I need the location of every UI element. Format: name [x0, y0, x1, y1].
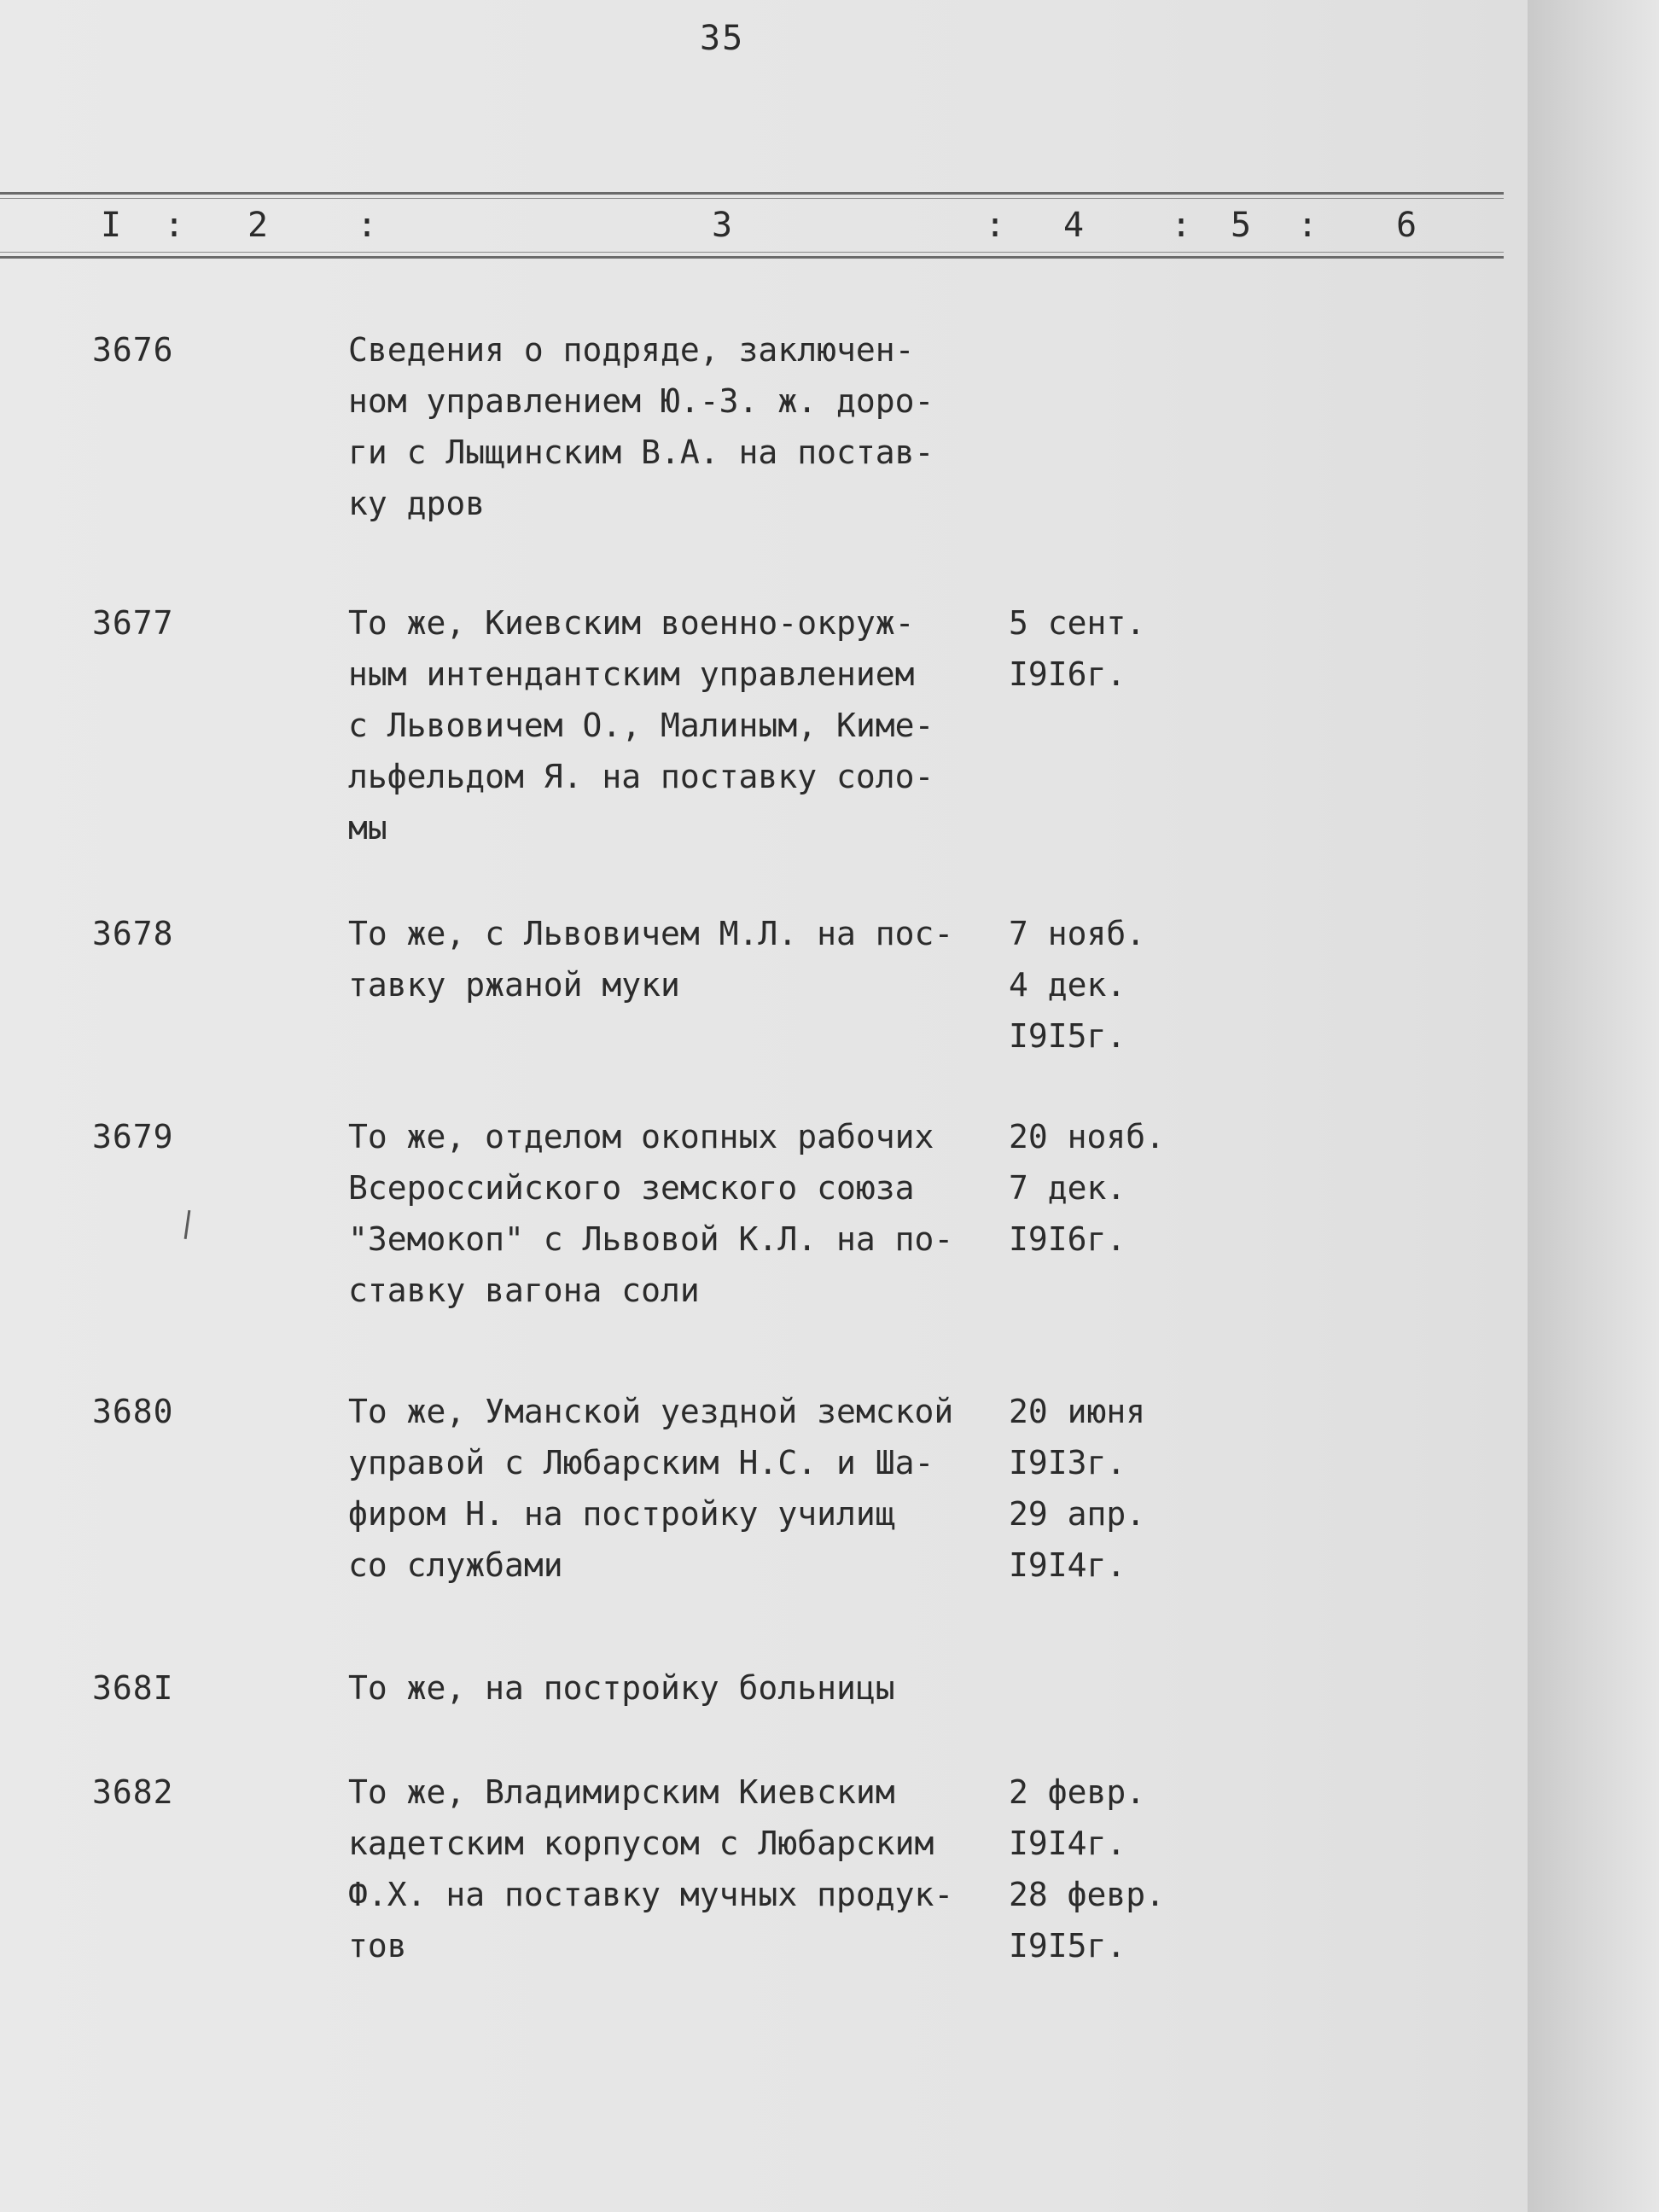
- description-line: "Земокоп" с Львовой К.Л. на по-: [348, 1220, 954, 1258]
- column-separator: :: [357, 206, 378, 245]
- date-line: I9I6г.: [1009, 1220, 1126, 1258]
- column-header-1: I: [101, 206, 122, 245]
- column-header-3: 3: [712, 206, 733, 245]
- entry-number: 368I: [92, 1669, 174, 1707]
- entry-number: 3679: [92, 1118, 174, 1155]
- entry-dates: [1009, 1767, 1231, 1971]
- date-line: I9I4г.: [1009, 1546, 1126, 1584]
- description-line: с Львовичем О., Малиным, Киме-: [348, 707, 934, 744]
- date-line: 4 дек.: [1009, 966, 1126, 1004]
- entry-number: 3682: [92, 1773, 174, 1811]
- description-line: Всероссийского земского союза: [348, 1169, 915, 1207]
- entry-number: 3676: [92, 331, 174, 369]
- description-line: кадетским корпусом с Любарским: [348, 1825, 934, 1862]
- description-line: Ф.Х. на поставку мучных продук-: [348, 1876, 954, 1913]
- adjacent-page-edge: [1528, 0, 1659, 2212]
- entry-description: [348, 597, 1014, 853]
- column-header-2: 2: [247, 206, 269, 245]
- description-line: со службами: [348, 1546, 563, 1584]
- date-line: I9I6г.: [1009, 655, 1126, 693]
- description-line: тов: [348, 1927, 407, 1965]
- date-line: 2 февр.: [1009, 1773, 1146, 1811]
- description-line: То же, Киевским военно-окруж-: [348, 604, 915, 642]
- entry-number: 3677: [92, 604, 174, 642]
- date-line: 7 нояб.: [1009, 915, 1146, 952]
- column-separator: :: [985, 206, 1006, 245]
- description-line: ги с Лыщинским В.А. на постав-: [348, 434, 934, 471]
- description-line: То же, на постройку больницы: [348, 1669, 895, 1707]
- date-line: 7 дек.: [1009, 1169, 1126, 1207]
- description-line: То же, отделом окопных рабочих: [348, 1118, 934, 1155]
- description-line: фиром Н. на постройку училищ: [348, 1495, 895, 1533]
- column-header-5: 5: [1231, 206, 1252, 245]
- column-separator: :: [1297, 206, 1318, 245]
- entry-description: [348, 1767, 1014, 1971]
- description-line: То же, Владимирским Киевским: [348, 1773, 895, 1811]
- date-line: I9I4г.: [1009, 1825, 1126, 1862]
- entry-description: [348, 1386, 1014, 1591]
- description-line: То же, Уманской уездной земской: [348, 1393, 954, 1430]
- date-line: I9I5г.: [1009, 1017, 1126, 1055]
- description-line: льфельдом Я. на поставку соло-: [348, 758, 934, 795]
- entry-dates: [1009, 1386, 1231, 1591]
- description-line: ку дров: [348, 485, 486, 522]
- column-header-4: 4: [1063, 206, 1085, 245]
- entry-dates: [1009, 597, 1231, 700]
- column-header-6: 6: [1396, 206, 1417, 245]
- description-line: тавку ржаной муки: [348, 966, 680, 1004]
- description-line: То же, с Львовичем М.Л. на пос-: [348, 915, 954, 952]
- entry-dates: [1009, 1111, 1231, 1265]
- date-line: I9I3г.: [1009, 1444, 1126, 1481]
- entry-number: 3678: [92, 915, 174, 952]
- date-line: 20 нояб.: [1009, 1118, 1166, 1155]
- entry-description: [348, 908, 1014, 1010]
- date-line: 5 сент.: [1009, 604, 1146, 642]
- description-line: ным интендантским управлением: [348, 655, 915, 693]
- description-line: ставку вагона соли: [348, 1272, 700, 1309]
- date-line: 28 февр.: [1009, 1876, 1166, 1913]
- entry-description: [348, 324, 1014, 529]
- description-line: управой с Любарским Н.С. и Ша-: [348, 1444, 934, 1481]
- column-separator: :: [164, 206, 185, 245]
- date-line: 20 июня: [1009, 1393, 1146, 1430]
- date-line: 29 апр.: [1009, 1495, 1146, 1533]
- description-line: мы: [348, 809, 387, 847]
- description-line: Сведения о подряде, заключен-: [348, 331, 915, 369]
- entry-dates: [1009, 908, 1231, 1062]
- description-line: ном управлением Ю.-З. ж. доро-: [348, 382, 934, 420]
- entry-description: [348, 1662, 1014, 1714]
- date-line: I9I5г.: [1009, 1927, 1126, 1965]
- column-separator: :: [1171, 206, 1192, 245]
- entry-description: [348, 1111, 1014, 1316]
- margin-pencil-mark: [184, 1210, 191, 1239]
- page-number: 35: [700, 19, 745, 58]
- entry-number: 3680: [92, 1393, 174, 1430]
